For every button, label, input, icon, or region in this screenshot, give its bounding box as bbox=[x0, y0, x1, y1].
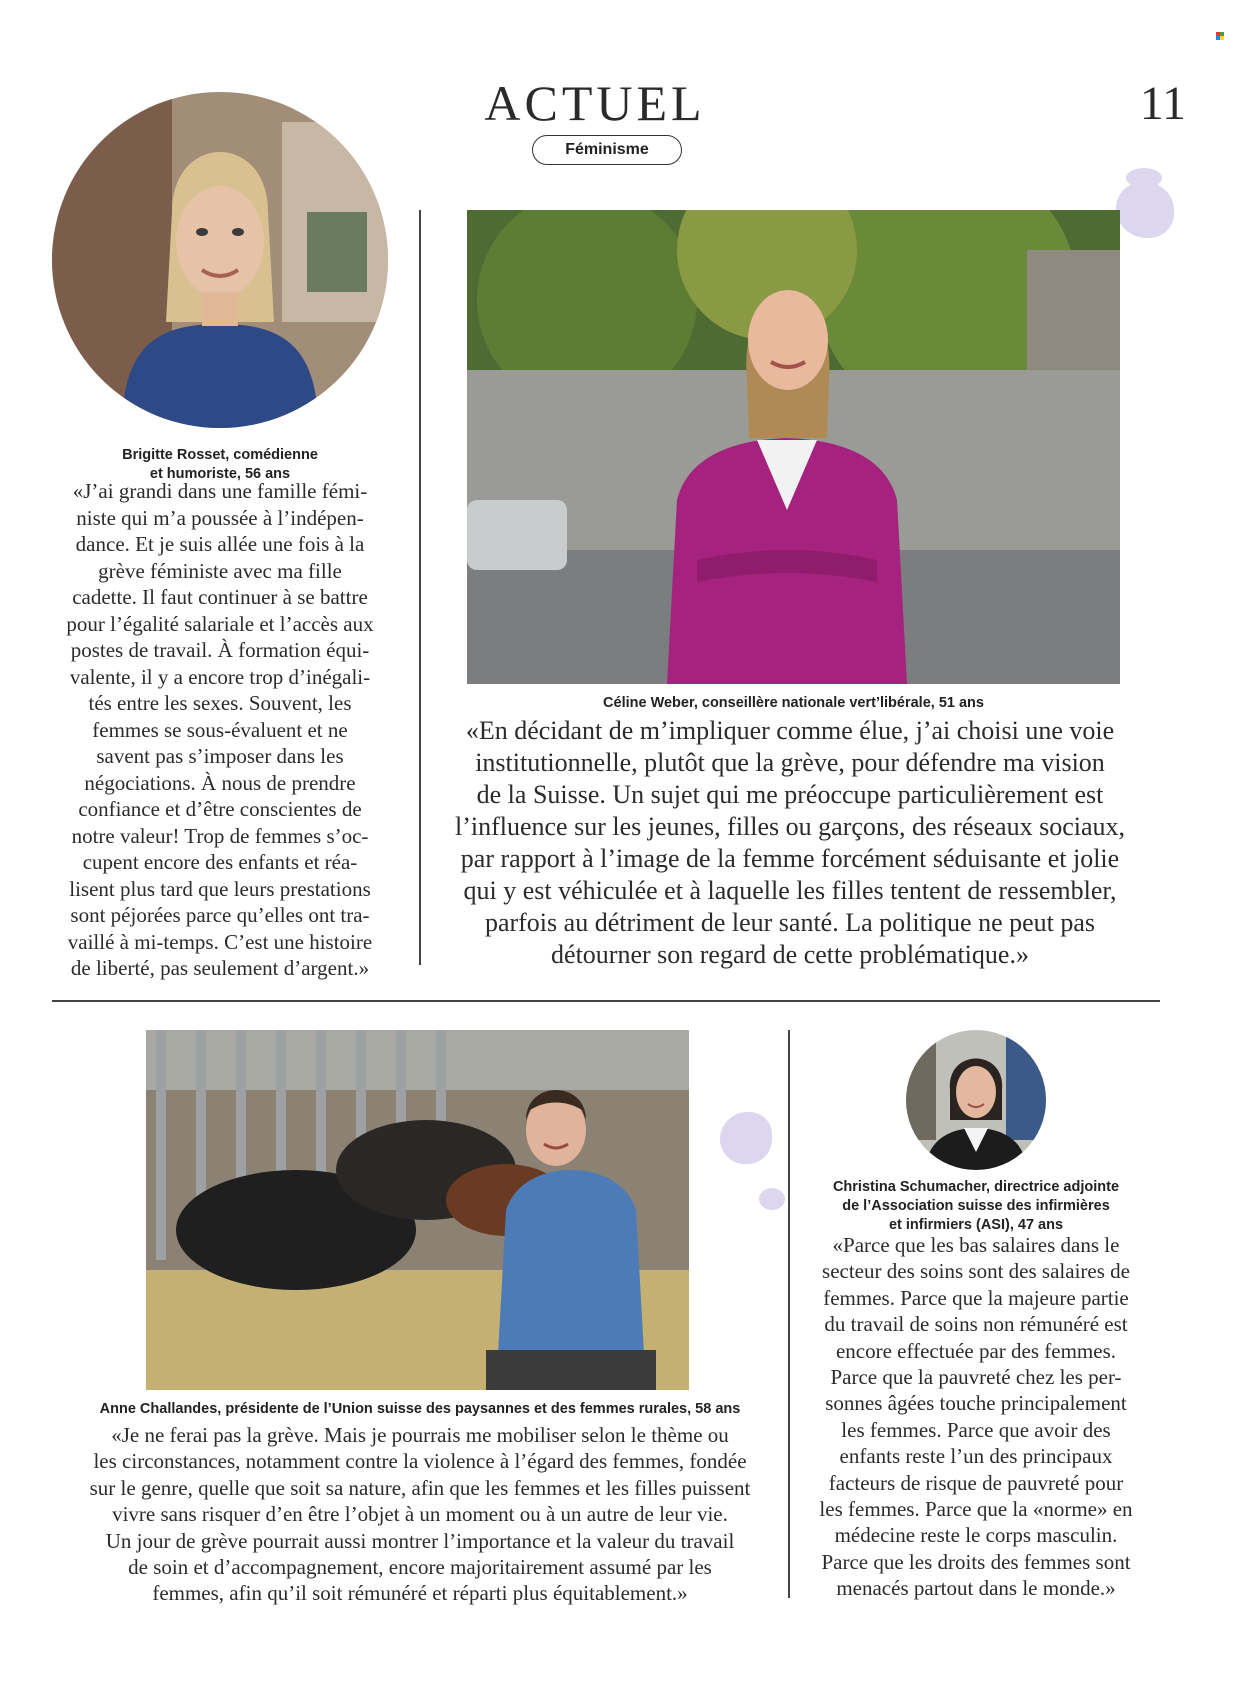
quote-line: «En décidant de m’impliquer comme élue, j’ai choisi une voie bbox=[465, 716, 1115, 745]
section-title: ACTUEL bbox=[484, 75, 706, 131]
quote-line: niste qui m’a poussée à l’indépen- bbox=[76, 505, 364, 530]
quote-line: postes de travail. À formation équi- bbox=[70, 638, 370, 662]
quote-line: «Je ne ferai pas la grève. Mais je pourrais me mobiliser selon le thème ou bbox=[111, 1423, 729, 1447]
quote-line: Parce que les droits des femmes sont bbox=[821, 1549, 1131, 1574]
caption-challandes: Anne Challandes, présidente de l’Union suisse des paysannes et des femmes rurales, 58 ans bbox=[99, 1401, 741, 1417]
quote-line: Parce que la pauvreté chez les per- bbox=[830, 1365, 1122, 1390]
portrait-christina-schumacher bbox=[906, 1030, 1046, 1170]
column-divider bbox=[788, 1030, 790, 1598]
quote-line: de soin et d’accompagnement, encore majoritairement assumé par les bbox=[128, 1555, 712, 1580]
quote-line: menacés partout dans le monde.» bbox=[836, 1576, 1116, 1601]
caption-weber: Céline Weber, conseillère nationale vert’libérale, 51 ans bbox=[603, 695, 984, 711]
quote-line: dance. Et je suis allée une fois à la bbox=[75, 532, 365, 556]
quote-line: lisent plus tard que leurs prestations bbox=[69, 876, 371, 901]
caption-line: et humoriste, 56 ans bbox=[149, 466, 291, 482]
quote-rosset bbox=[40, 478, 400, 982]
section-divider bbox=[52, 1000, 1160, 1002]
quote-line: par rapport à l’image de la femme forcément séduisante et jolie bbox=[460, 844, 1120, 873]
quote-line: encore effectuée par des femmes. bbox=[835, 1338, 1117, 1363]
quote-line: femmes. Parce que la majeure partie bbox=[823, 1285, 1129, 1310]
quote-line: de liberté, pas seulement d’argent.» bbox=[70, 956, 370, 980]
quote-line: notre valeur! Trop de femmes s’oc- bbox=[71, 823, 369, 848]
quote-line: vivre sans risquer d’en être l’objet à un moment ou à un autre de leur vie. bbox=[112, 1502, 728, 1527]
quote-line: femmes, afin qu’il soit rémunéré et réparti plus équitablement.» bbox=[152, 1581, 688, 1606]
decorative-blob bbox=[1116, 182, 1174, 238]
quote-line: tés entre les sexes. Souvent, les bbox=[88, 691, 352, 715]
topic-tag: Féminisme bbox=[532, 135, 682, 165]
decorative-blob bbox=[720, 1112, 772, 1164]
quote-line: sur le genre, quelle que soit sa nature, afin que les femmes et les filles puissent bbox=[89, 1475, 751, 1500]
quote-line: enfants reste l’un des principaux bbox=[839, 1444, 1113, 1469]
quote-challandes bbox=[40, 1422, 800, 1607]
quote-line: savent pas s’imposer dans les bbox=[96, 744, 344, 768]
quote-line: cadette. Il faut continuer à se battre bbox=[72, 585, 368, 609]
quote-line: «Parce que les bas salaires dans le bbox=[832, 1233, 1120, 1257]
quote-line: les femmes. Parce que la «norme» en bbox=[819, 1497, 1133, 1522]
decorative-blob bbox=[759, 1188, 785, 1210]
quote-line: l’influence sur les jeunes, filles ou garçons, des réseaux sociaux, bbox=[454, 812, 1125, 841]
quote-line: «J’ai grandi dans une famille fémi- bbox=[72, 479, 368, 503]
quote-line: secteur des soins sont des salaires de bbox=[822, 1259, 1130, 1284]
quote-line: sont péjorées parce qu’elles ont tra- bbox=[70, 903, 370, 927]
quote-line: facteurs de risque de pauvreté pour bbox=[828, 1470, 1124, 1495]
quote-line: Un jour de grève pourrait aussi montrer l’importance et la valeur du travail bbox=[105, 1528, 735, 1553]
quote-line: grève féministe avec ma fille bbox=[98, 558, 342, 583]
quote-line: femmes se sous-évaluent et ne bbox=[92, 717, 348, 742]
caption-line: Christina Schumacher, directrice adjointe bbox=[832, 1179, 1120, 1195]
quote-line: pour l’égalité salariale et l’accès aux bbox=[66, 611, 374, 636]
quote-line: vaillé à mi-temps. C’est une histoire bbox=[67, 929, 373, 954]
quote-weber bbox=[430, 715, 1150, 971]
quote-line: institutionnelle, plutôt que la grève, pour défendre ma vision bbox=[475, 748, 1105, 777]
quote-line: médecine reste le corps masculin. bbox=[834, 1523, 1118, 1548]
quote-line: les femmes. Parce que avoir des bbox=[841, 1417, 1111, 1442]
quote-line: détourner son regard de cette problématique.» bbox=[551, 940, 1029, 969]
color-registration-mark bbox=[1216, 32, 1224, 40]
quote-line: cupent encore des enfants et réa- bbox=[82, 850, 358, 874]
quote-line: confiance et d’être conscientes de bbox=[78, 797, 362, 821]
caption-line: de l’Association suisse des infirmières bbox=[842, 1198, 1110, 1214]
quote-line: valente, il y a encore trop d’inégali- bbox=[69, 664, 371, 689]
quote-line: de la Suisse. Un sujet qui me préoccupe particulièrement est bbox=[476, 780, 1104, 809]
caption-line: Brigitte Rosset, comédienne bbox=[122, 447, 318, 463]
quote-schumacher bbox=[796, 1232, 1156, 1602]
caption-schumacher bbox=[796, 1178, 1156, 1235]
photo-anne-challandes bbox=[146, 1030, 689, 1390]
quote-line: négociations. À nous de prendre bbox=[84, 770, 356, 795]
quote-line: parfois au détriment de leur santé. La politique ne peut pas bbox=[484, 908, 1096, 937]
page-number: 11 bbox=[1139, 77, 1186, 130]
quote-line: qui y est véhiculée et à laquelle les filles tentent de ressembler, bbox=[463, 876, 1117, 905]
caption-line: et infirmiers (ASI), 47 ans bbox=[888, 1217, 1064, 1233]
column-divider bbox=[419, 210, 421, 965]
quote-line: sonnes âgées touche principalement bbox=[825, 1391, 1127, 1416]
portrait-brigitte-rosset bbox=[52, 92, 388, 428]
quote-line: du travail de soins non rémunéré est bbox=[824, 1312, 1128, 1337]
photo-celine-weber bbox=[467, 210, 1120, 684]
quote-line: les circonstances, notamment contre la violence à l’égard des femmes, fondée bbox=[93, 1449, 747, 1474]
